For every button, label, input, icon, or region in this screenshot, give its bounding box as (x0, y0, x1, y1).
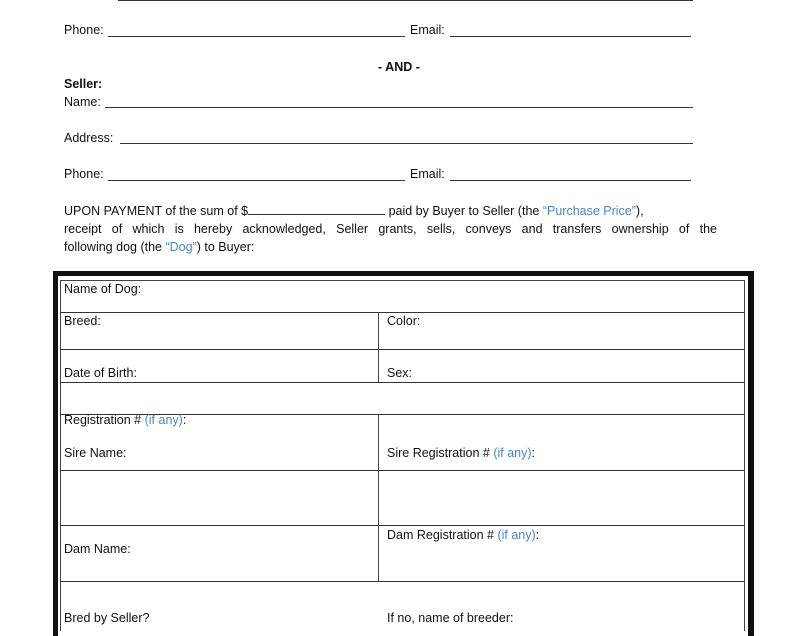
dam-name-label: Dam Name: (64, 542, 131, 556)
date-of-birth-label: Date of Birth: (64, 366, 137, 380)
seller-email-field[interactable] (450, 180, 691, 181)
buyer-email-label: Email: (410, 23, 445, 37)
buyer-address-field[interactable] (118, 0, 693, 1)
seller-name-field[interactable] (105, 107, 693, 108)
color-field[interactable] (380, 313, 743, 349)
dam-registration-field[interactable] (380, 526, 743, 581)
column-divider (378, 312, 379, 382)
sire-registration-label: Sire Registration # (if any): (387, 446, 535, 460)
if-any-note: (if any) (493, 446, 532, 460)
seller-phone-label: Phone: (64, 167, 104, 181)
seller-email-label: Email: (410, 167, 445, 181)
breed-field[interactable] (61, 313, 377, 349)
seller-name-label: Name: (64, 95, 101, 109)
if-any-note: (if any) (497, 528, 536, 542)
dam-registration-label: Dam Registration # (if any): (387, 528, 540, 542)
seller-address-label: Address: (64, 131, 114, 145)
seller-phone-field[interactable] (108, 180, 405, 181)
payment-clause (64, 202, 717, 256)
column-divider (378, 414, 379, 581)
and-separator: - AND - (378, 60, 420, 74)
sire-registration-field[interactable] (380, 471, 743, 525)
breed-label: Breed: (64, 314, 101, 328)
sire-name-label: Sire Name: (64, 446, 127, 460)
payment-clause-line-3: following dog (the “Dog”) to Buyer: (64, 240, 255, 254)
buyer-phone-field[interactable] (108, 36, 405, 37)
payment-clause-line-1: UPON PAYMENT of the sum of $ paid by Buyer to Seller (the “Purchase Price”), (64, 204, 644, 218)
registration-number-label: Registration # (if any): (64, 413, 187, 427)
payment-clause-line-2: receipt of which is hereby acknowledged, Seller grants, sells, conveys and transfers ownership of the (64, 222, 717, 236)
name-of-dog-label: Name of Dog: (64, 282, 142, 296)
sex-label: Sex: (387, 366, 413, 380)
bred-by-seller-label: Bred by Seller? (64, 611, 150, 625)
if-any-note: (if any) (144, 413, 183, 427)
registration-number-field[interactable] (61, 383, 743, 414)
purchase-price-term: “Purchase Price” (542, 204, 636, 218)
breeder-name-label: If no, name of breeder: (387, 611, 514, 625)
purchase-price-amount-field[interactable] (248, 203, 385, 215)
name-of-dog-field[interactable] (61, 281, 743, 312)
dam-name-field[interactable] (61, 526, 377, 581)
sex-field[interactable] (380, 350, 743, 382)
dog-term: “Dog” (165, 240, 197, 254)
buyer-phone-label: Phone: (64, 23, 104, 37)
seller-heading: Seller: (64, 77, 103, 91)
sire-name-field[interactable] (61, 471, 377, 525)
buyer-email-field[interactable] (450, 36, 691, 37)
color-label: Color: (387, 314, 421, 328)
seller-address-field[interactable] (120, 143, 693, 144)
